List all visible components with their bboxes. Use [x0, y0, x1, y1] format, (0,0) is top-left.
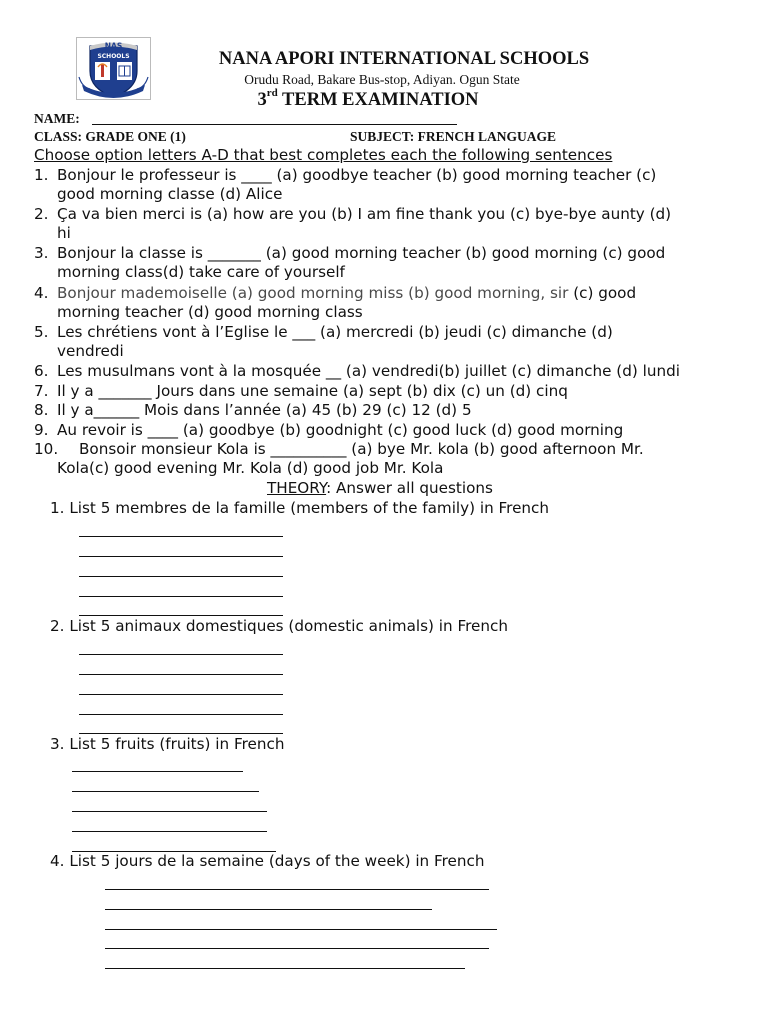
- answer-line[interactable]: [79, 694, 283, 695]
- question-8-line-1: Il y a______ Mois dans l’année (a) 45 (b) 29 (c) 12 (d) 5: [57, 401, 472, 419]
- name-blank-line: [92, 124, 457, 125]
- question-9-line-1: Au revoir is ____ (a) goodbye (b) goodnight (c) good luck (d) good morning: [57, 421, 624, 439]
- name-label: NAME:: [34, 111, 80, 126]
- question-number: 10.: [34, 440, 59, 458]
- theory-question-1: [50, 499, 549, 519]
- school-address: Orudu Road, Bakare Bus-stop, Adiyan. Ogun State: [244, 72, 520, 87]
- svg-text:SCHOOLS: SCHOOLS: [97, 53, 130, 60]
- answer-line[interactable]: [72, 831, 267, 832]
- question-3-line-1: Bonjour la classe is _______ (a) good morning teacher (b) good morning (c) good: [57, 244, 666, 262]
- answer-line[interactable]: [105, 948, 489, 949]
- answer-line[interactable]: [72, 791, 259, 792]
- theory-question-number: 4.: [50, 852, 65, 870]
- question-number: 1.: [34, 166, 49, 184]
- theory-question-3: [50, 735, 284, 755]
- question-3-line-2: morning class(d) take care of yourself: [57, 263, 345, 281]
- question-4-grey-text: Bonjour mademoiselle (a) good morning miss (b) good morning, sir: [57, 284, 569, 302]
- answer-line[interactable]: [105, 909, 432, 910]
- question-number: 4.: [34, 284, 49, 302]
- theory-question-text: List 5 membres de la famille (members of the family) in French: [69, 499, 550, 517]
- answer-line[interactable]: [79, 536, 283, 537]
- theory-question-number: 3.: [50, 735, 65, 753]
- instruction: Choose option letters A-D that best completes each the following sentences: [34, 146, 613, 164]
- term-number: 3: [257, 90, 267, 111]
- question-number: 7.: [34, 382, 49, 400]
- question-4-text-rest: (c) good: [568, 284, 637, 302]
- question-1-line-1: Bonjour le professeur is ____ (a) goodbye teacher (b) good morning teacher (c): [57, 166, 657, 184]
- question-7-line-1: Il y a _______ Jours dans une semaine (a) sept (b) dix (c) un (d) cinq: [57, 382, 568, 400]
- answer-line[interactable]: [79, 654, 283, 655]
- question-number: 2.: [34, 205, 49, 223]
- question-10-line-1: Bonsoir monsieur Kola is __________ (a) bye Mr. kola (b) good afternoon Mr.: [79, 440, 644, 458]
- answer-line[interactable]: [79, 615, 283, 616]
- answer-line[interactable]: [72, 771, 243, 772]
- theory-heading: [267, 479, 493, 499]
- theory-question-number: 1.: [50, 499, 65, 517]
- question-number: 8.: [34, 401, 49, 419]
- answer-line[interactable]: [79, 733, 283, 734]
- question-6-line-1: Les musulmans vont à la mosquée __ (a) vendredi(b) juillet (c) dimanche (d) lundi: [57, 362, 680, 380]
- answer-line[interactable]: [79, 576, 283, 577]
- answer-line[interactable]: [105, 968, 465, 969]
- theory-heading-underlined: THEORY: [267, 479, 327, 497]
- answer-line[interactable]: [105, 929, 497, 930]
- question-4-line-1: [57, 284, 636, 304]
- exam-title: [0, 89, 736, 111]
- question-4-line-2: morning teacher (d) good morning class: [57, 303, 363, 321]
- question-10-line-2: Kola(c) good evening Mr. Kola (d) good job Mr. Kola: [57, 459, 444, 477]
- theory-question-2: [50, 617, 508, 637]
- answer-line[interactable]: [79, 674, 283, 675]
- svg-text:NAS: NAS: [104, 41, 123, 51]
- exam-title-text: TERM EXAMINATION: [282, 90, 479, 111]
- question-5-line-1: Les chrétiens vont à l’Eglise le ___ (a) mercredi (b) jeudi (c) dimanche (d): [57, 323, 613, 341]
- question-1-line-2: good morning classe (d) Alice: [57, 185, 283, 203]
- question-number: 3.: [34, 244, 49, 262]
- answer-line[interactable]: [72, 811, 267, 812]
- class-label: CLASS: GRADE ONE (1): [34, 129, 186, 144]
- question-number: 9.: [34, 421, 49, 439]
- answer-line[interactable]: [79, 556, 283, 557]
- theory-question-text: List 5 animaux domestiques (domestic animals) in French: [69, 617, 508, 635]
- theory-question-text: List 5 jours de la semaine (days of the week) in French: [69, 852, 485, 870]
- answer-line[interactable]: [79, 714, 283, 715]
- theory-question-text: List 5 fruits (fruits) in French: [69, 735, 285, 753]
- question-5-line-2: vendredi: [57, 342, 124, 360]
- term-suffix: rd: [266, 87, 278, 99]
- question-number: 5.: [34, 323, 49, 341]
- theory-heading-rest: : Answer all questions: [326, 479, 493, 497]
- subject-label: SUBJECT: FRENCH LANGUAGE: [350, 129, 557, 144]
- theory-question-4: [50, 852, 485, 872]
- theory-question-number: 2.: [50, 617, 65, 635]
- question-2-line-1: Ça va bien merci is (a) how are you (b) I am fine thank you (c) bye-bye aunty (d): [57, 205, 672, 223]
- question-number: 6.: [34, 362, 49, 380]
- question-2-line-2: hi: [57, 224, 71, 242]
- school-name: NANA APORI INTERNATIONAL SCHOOLS: [218, 49, 590, 69]
- answer-line[interactable]: [105, 889, 489, 890]
- answer-line[interactable]: [79, 596, 283, 597]
